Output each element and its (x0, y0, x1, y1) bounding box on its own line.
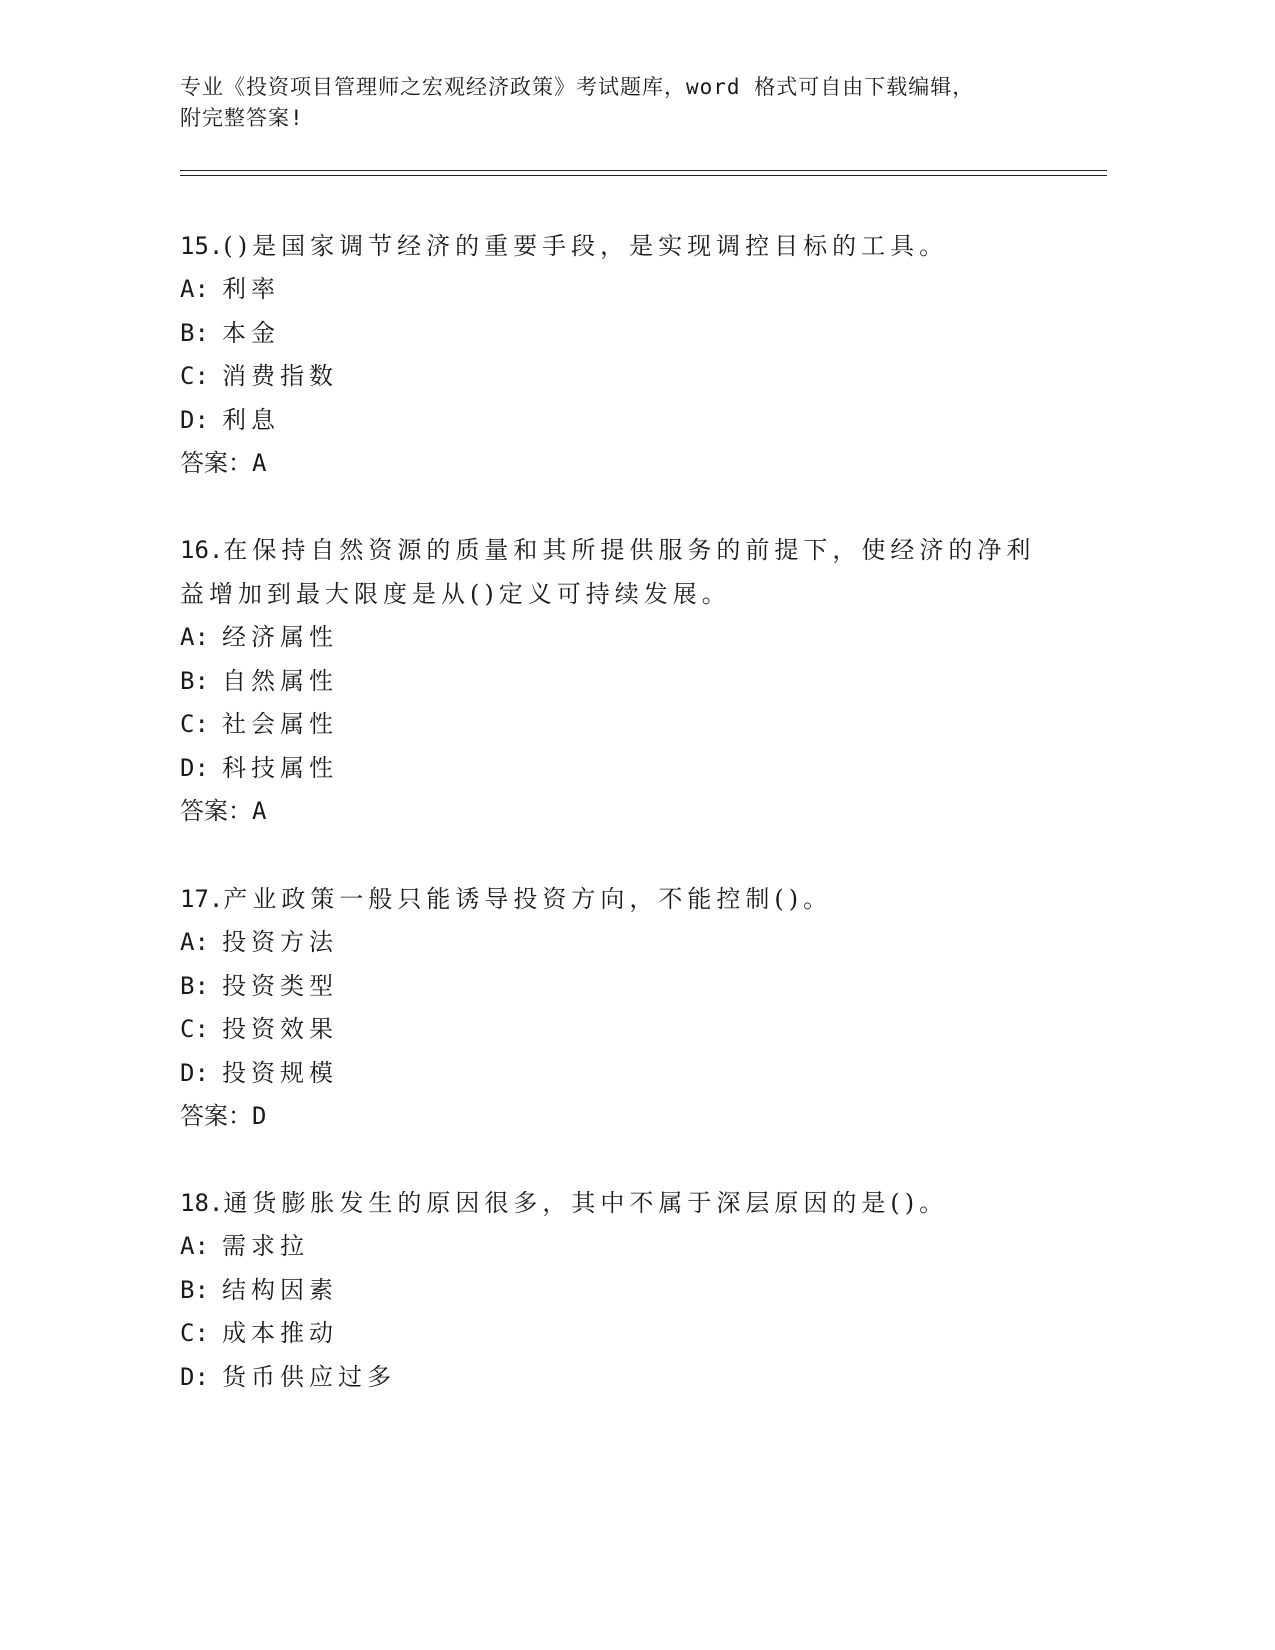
option-text: 投资效果 (222, 1015, 338, 1043)
option-letter: D: (180, 1362, 209, 1391)
header-divider-top (180, 170, 1107, 171)
question-number: 18. (180, 1189, 224, 1217)
question-stem (180, 1181, 1060, 1225)
option-text: 投资规模 (222, 1058, 338, 1087)
option-b (180, 312, 1060, 356)
question-stem (180, 528, 1060, 616)
option-text: 利息 (222, 405, 280, 434)
option-text: 需求拉 (222, 1232, 309, 1260)
option-letter: B: (180, 666, 209, 695)
option-letter: A: (180, 1232, 209, 1260)
question-stem (180, 224, 1060, 268)
header-line-1: 专业《投资项目管理师之宏观经济政策》考试题库，word 格式可自由下载编辑， (180, 75, 975, 99)
option-c (180, 1312, 1060, 1356)
option-text: 货币供应过多 (222, 1362, 396, 1391)
answer-label: 答案： (180, 449, 252, 477)
option-a (180, 268, 1060, 312)
option-letter: D: (180, 405, 209, 434)
question-stem (180, 877, 1060, 921)
answer-line (180, 790, 1060, 834)
option-text: 本金 (222, 318, 280, 347)
option-text: 成本推动 (222, 1319, 338, 1347)
answer-line (180, 442, 1060, 486)
option-b (180, 965, 1060, 1009)
document-header (180, 72, 1060, 134)
answer-line (180, 1095, 1060, 1139)
option-text: 社会属性 (222, 710, 338, 738)
option-text: 消费指数 (222, 362, 338, 390)
option-letter: D: (180, 1058, 209, 1087)
question-18 (180, 1181, 1060, 1399)
option-letter: A: (180, 623, 209, 651)
question-text: 通货膨胀发生的原因很多，其中不属于深层原因的是()。 (223, 1189, 949, 1217)
question-15 (180, 224, 1060, 486)
option-letter: C: (180, 1319, 209, 1347)
question-16 (180, 528, 1060, 834)
question-17 (180, 877, 1060, 1139)
option-d (180, 1052, 1060, 1096)
option-c (180, 1008, 1060, 1052)
header-divider-bottom (180, 175, 1107, 176)
question-number: 17. (180, 885, 224, 913)
option-text: 自然属性 (222, 666, 338, 695)
option-text: 投资类型 (222, 971, 338, 1000)
question-text: ()是国家调节经济的重要手段，是实现调控目标的工具。 (223, 232, 949, 260)
answer-value: D (252, 1102, 267, 1130)
option-letter: A: (180, 275, 209, 303)
option-d (180, 1356, 1060, 1400)
option-letter: C: (180, 362, 209, 390)
option-letter: C: (180, 710, 209, 738)
option-a (180, 1225, 1060, 1269)
option-letter: D: (180, 753, 209, 782)
answer-value: A (252, 797, 267, 825)
option-d (180, 399, 1060, 443)
answer-value: A (252, 449, 267, 477)
option-d (180, 747, 1060, 791)
option-text: 结构因素 (222, 1275, 338, 1304)
option-b (180, 660, 1060, 704)
option-a (180, 616, 1060, 660)
answer-label: 答案： (180, 1102, 252, 1130)
question-number: 15. (180, 232, 224, 260)
option-text: 经济属性 (222, 623, 338, 651)
option-letter: B: (180, 1275, 209, 1304)
option-letter: A: (180, 928, 209, 956)
option-text: 科技属性 (222, 753, 338, 782)
question-number: 16. (180, 536, 224, 564)
option-b (180, 1269, 1060, 1313)
answer-label: 答案： (180, 797, 252, 825)
option-c (180, 355, 1060, 399)
option-text: 利率 (222, 275, 280, 303)
question-text: 在保持自然资源的质量和其所提供服务的前提下，使经济的净利益增加到最大限度是从()定义可持续发展。 (180, 536, 1036, 608)
option-c (180, 703, 1060, 747)
question-text: 产业政策一般只能诱导投资方向，不能控制()。 (223, 885, 833, 913)
option-letter: B: (180, 318, 209, 347)
option-letter: B: (180, 971, 209, 1000)
header-line-2: 附完整答案! (180, 106, 304, 130)
option-letter: C: (180, 1015, 209, 1043)
option-a (180, 921, 1060, 965)
option-text: 投资方法 (222, 928, 338, 956)
